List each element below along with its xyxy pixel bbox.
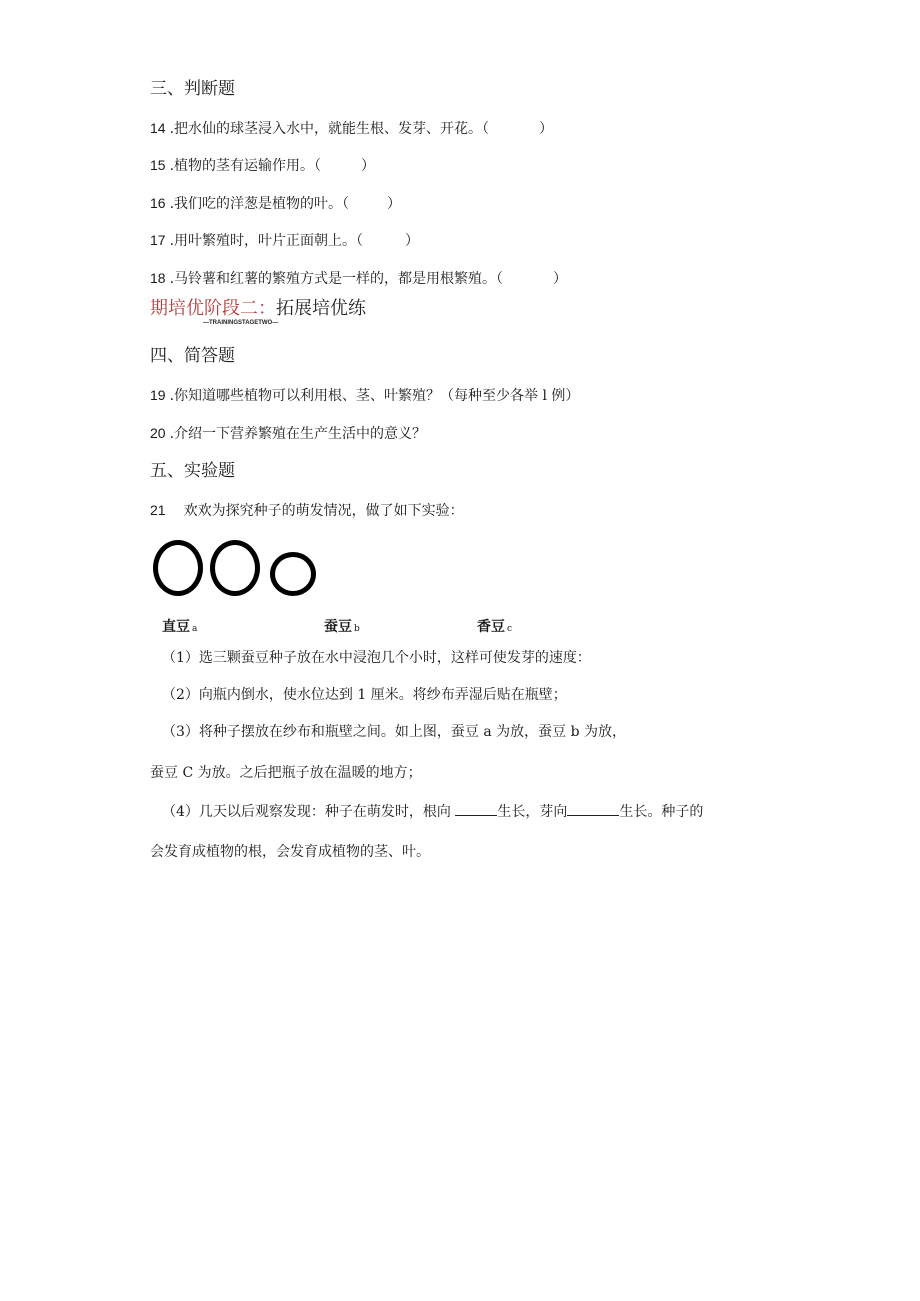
question-number: 17 — [150, 232, 166, 248]
seed-label-b — [324, 618, 360, 638]
seed-label-suffix: b — [354, 624, 360, 634]
step-1: （1）选三颗蚕豆种子放在水中浸泡几个小时，这样可使发芽的速度： — [162, 650, 591, 666]
step-4-part-3: 生长。种子的 — [619, 804, 704, 820]
question-text: .我们吃的洋葱是植物的叶。（ — [169, 196, 350, 212]
fill-blank — [567, 801, 619, 816]
fill-blank — [455, 801, 497, 816]
question-text: .用叶繁殖时，叶片正面朝上。（ — [169, 233, 364, 249]
question-number: 16 — [150, 195, 166, 211]
answer-bracket-close: ） — [387, 196, 402, 212]
seed-b-illustration — [210, 540, 260, 596]
seed-label-name: 直豆 — [162, 619, 190, 635]
seed-a-illustration — [153, 540, 203, 596]
stage-banner-title: 拓展培优练 — [276, 298, 366, 319]
stage-banner-subtitle: —TRAININGSTAGETWO— — [203, 320, 279, 326]
answer-bracket-close: ） — [539, 121, 554, 137]
question-20 — [150, 423, 426, 444]
stage-banner-prefix: 期培优阶段二： — [150, 298, 276, 319]
question-number: 21 — [150, 502, 166, 518]
question-text: 欢欢为探究种子的萌发情况，做了如下实验： — [183, 503, 464, 519]
question-21 — [150, 500, 464, 521]
question-text: .你知道哪些植物可以利用根、茎、叶繁殖？（每种至少各举 l 例） — [169, 388, 580, 404]
question-number: 14 — [150, 120, 166, 136]
question-text: .马铃薯和红薯的繁殖方式是一样的，都是用根繁殖。（ — [169, 271, 504, 287]
question-number: 18 — [150, 270, 166, 286]
step-3-continued: 蚕豆 C 为放。之后把瓶子放在温暖的地方； — [150, 765, 422, 781]
seed-label-suffix: c — [507, 624, 513, 634]
answer-bracket-close: ） — [361, 158, 376, 174]
question-18 — [150, 268, 567, 289]
question-text: .把水仙的球茎浸入水中，就能生根、发芽、开花。（ — [169, 121, 490, 137]
step-4-part-1: （4）几天以后观察发现：种子在萌发时，根向 — [162, 804, 451, 820]
question-16 — [150, 193, 401, 214]
step-4 — [162, 801, 703, 822]
section-title-short-answer: 四、简答题 — [150, 346, 235, 366]
question-number: 20 — [150, 425, 166, 441]
seed-c-illustration — [270, 552, 316, 596]
step-4-continued: 会发育成植物的根，会发育成植物的茎、叶。 — [150, 844, 430, 860]
question-19 — [150, 385, 579, 406]
seed-label-name: 蚕豆 — [324, 619, 352, 635]
question-15 — [150, 155, 375, 176]
section-title-judgement: 三、判断题 — [150, 79, 235, 99]
stage-banner — [150, 298, 366, 320]
question-text: .介绍一下营养繁殖在生产生活中的意义？ — [169, 426, 427, 442]
section-title-experiment: 五、实验题 — [150, 461, 235, 481]
step-4-part-2: 生长，芽向 — [497, 804, 568, 820]
question-text: .植物的茎有运输作用。（ — [169, 158, 322, 174]
question-number: 19 — [150, 387, 166, 403]
question-17 — [150, 230, 419, 251]
seed-label-c — [477, 618, 512, 638]
seed-label-name: 香豆 — [477, 619, 505, 635]
question-number: 15 — [150, 157, 166, 173]
step-3: （3）将种子摆放在纱布和瓶壁之间。如上图，蚕豆 a 为放，蚕豆 b 为放， — [162, 724, 627, 740]
answer-bracket-close: ） — [405, 233, 420, 249]
step-2: （2）向瓶内倒水，使水位达到 1 厘米。将纱布弄湿后贴在瓶壁； — [162, 687, 567, 703]
answer-bracket-close: ） — [553, 271, 568, 287]
seed-label-suffix: a — [192, 624, 198, 634]
question-14 — [150, 118, 553, 139]
seed-label-a — [162, 618, 197, 638]
